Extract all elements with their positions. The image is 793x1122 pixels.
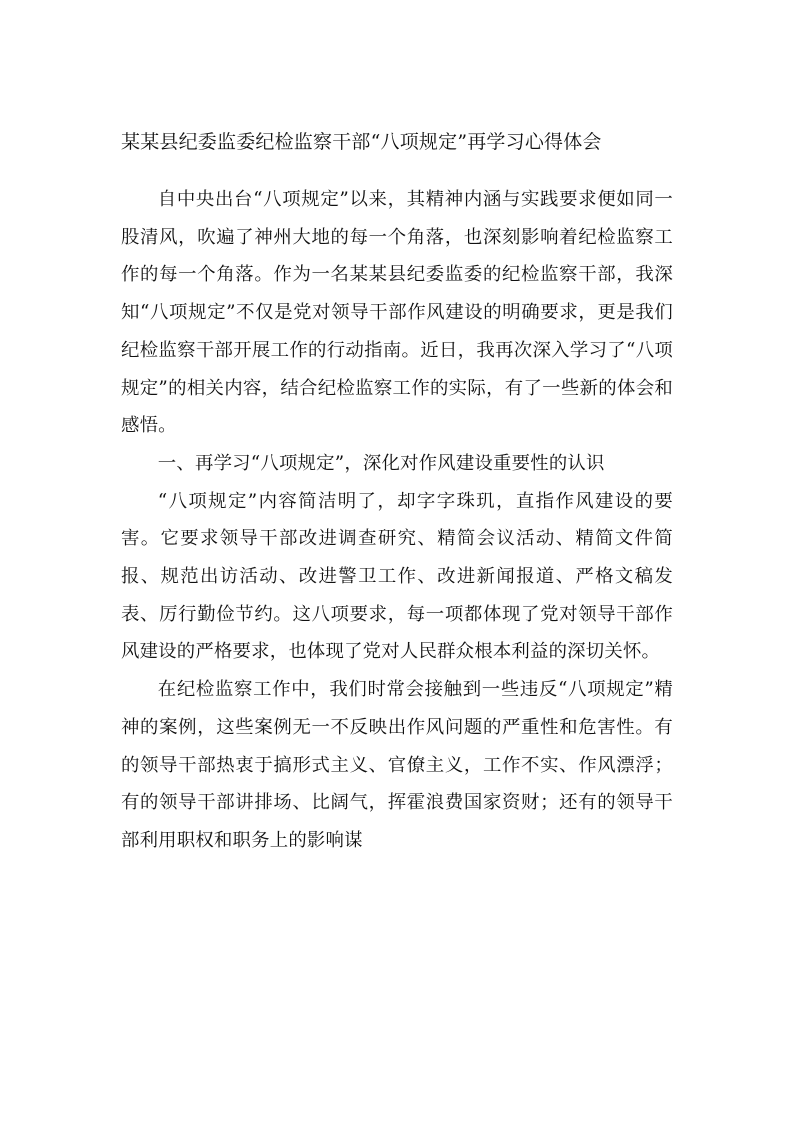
document-body — [121, 181, 673, 860]
body-paragraph-two: “八项规定”内容简洁明了，却字字珠玑，直指作风建设的要害。它要求领导干部改进调查研究、精简会议活动、精简文件简报、规范出访活动、改进警卫工作、改进新闻报道、严格文稿发表、厉行勤俭节约。这八项要求，每一项都体现了党对领导干部作风建设的严格要求，也体现了党对人民群众根本利益的深切关怀。 — [121, 490, 673, 663]
document-title: 某某县纪委监委纪检监察干部“八项规定”再学习心得体会 — [121, 131, 602, 153]
body-paragraph-three: 在纪检监察工作中，我们时常会接触到一些违反“八项规定”精神的案例，这些案例无一不反映出作风问题的严重性和危害性。有的领导干部热衷于搞形式主义、官僚主义，工作不实、作风漂浮；有的领导干部讲排场、比阔气，挥霍浪费国家资财；还有的领导干部利用职权和职务上的影响谋 — [121, 679, 673, 851]
intro-paragraph: 自中央出台“八项规定”以来，其精神内涵与实践要求便如同一股清风，吹遍了神州大地的每一个角落，也深刻影响着纪检监察工作的每一个角落。作为一名某某县纪委监委的纪检监察干部，我深知“八项规定”不仅是党对领导干部作风建设的明确要求，更是我们纪检监察干部开展工作的行动指南。近日，我再次深入学习了“八项规定”的相关内容，结合纪检监察工作的实际，有了一些新的体会和感悟。 — [121, 189, 673, 437]
section-heading-one: 一、再学习“八项规定”，深化对作风建设重要性的认识 — [157, 452, 605, 474]
document-content — [121, 125, 673, 860]
